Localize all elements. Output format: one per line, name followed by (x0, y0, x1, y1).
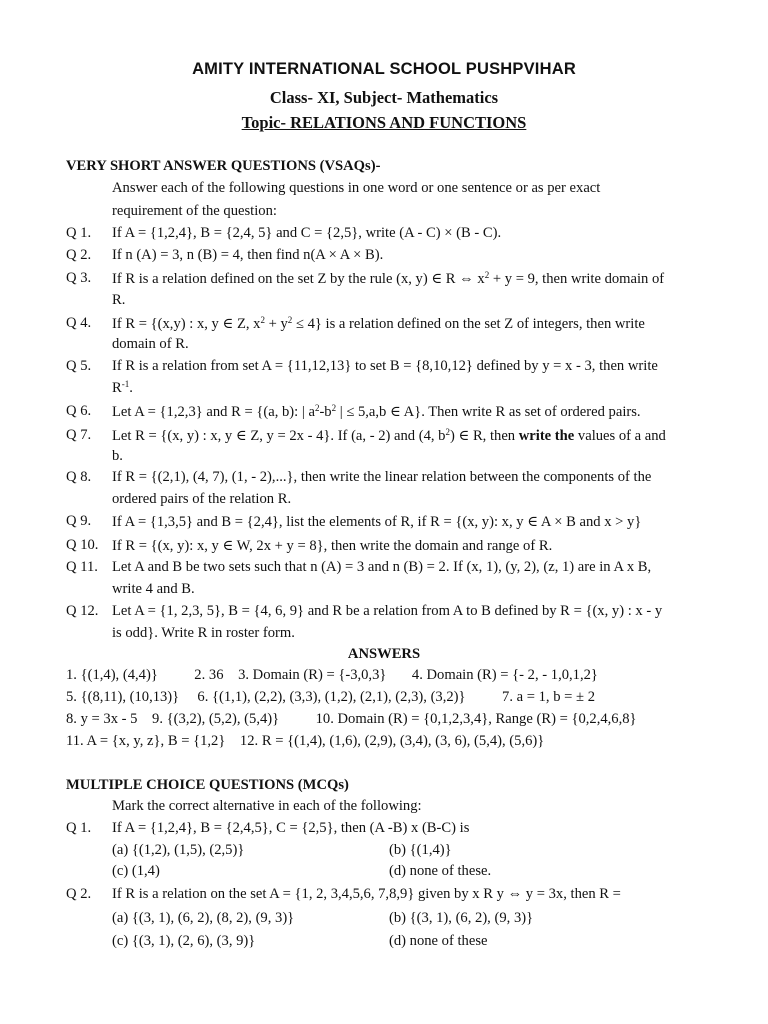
answers-heading: ANSWERS (347, 646, 421, 662)
question-number: Q 12. (66, 603, 99, 619)
vsaq-instruction: requirement of the question: (112, 203, 277, 219)
question-text: If A = {1,2,4}, B = {2,4,5}, C = {2,5}, then (A -B) x (B-C) is (112, 820, 470, 836)
vsaq-instruction: Answer each of the following questions in one word or one sentence or as per exact (112, 180, 601, 196)
question-text: is odd}. Write R in roster form. (112, 625, 295, 641)
option-a: (a) {(1,2), (1,5), (2,5)} (112, 842, 245, 858)
question-text: ordered pairs of the relation R. (112, 491, 292, 507)
question-text: write 4 and B. (112, 581, 195, 597)
mcq-instruction: Mark the correct alternative in each of the following: (112, 798, 422, 814)
question-text: If R is a relation on the set A = {1, 2, 3,4,5,6, 7,8,9} given by x R y ⇔ y = 3x, then R = (112, 886, 621, 902)
option-d: (d) none of these. (389, 863, 492, 879)
question-text: If R is a relation from set A = {11,12,13} to set B = {8,10,12} defined by y = x - 3, then write (112, 358, 658, 374)
question-text-part: . (129, 380, 133, 396)
question-text-part: R (112, 380, 122, 396)
bold-text: write the (518, 428, 575, 444)
question-number: Q 1. (66, 820, 92, 836)
superscript: -1 (121, 379, 130, 389)
question-number: Q 2. (66, 247, 92, 263)
question-text-part: ) ∈ R, then (449, 428, 519, 444)
question-text-part: + y (264, 316, 288, 332)
question-text (112, 427, 666, 445)
question-text: If A = {1,2,4}, B = {2,4, 5} and C = {2,5}, write (A - C) × (B - C). (112, 225, 502, 241)
question-text-part: If R = {(x,y) : x, y ∈ Z, x (112, 316, 261, 332)
option-b: (b) {(3, 1), (6, 2), (9, 3)} (389, 910, 534, 926)
question-number: Q 8. (66, 469, 92, 485)
question-text-part: + y = 9, then write domain of (489, 271, 665, 287)
vsaq-heading: VERY SHORT ANSWER QUESTIONS (VSAQs)- (66, 158, 381, 174)
question-number: Q 1. (66, 225, 92, 241)
class-subject: Class- XI, Subject- Mathematics (269, 88, 499, 107)
answer-line: 5. {(8,11), (10,13)} 6. {(1,1), (2,2), (3,3), (1,2), (2,1), (2,3), (3,2)} 7. a = 1, b = ± 2 (66, 689, 595, 705)
question-text: If n (A) = 3, n (B) = 4, then find n(A × A × B). (112, 247, 384, 263)
question-text (112, 403, 641, 421)
question-text: domain of R. (112, 336, 189, 352)
question-text-part: -b (319, 404, 332, 420)
question-number: Q 6. (66, 403, 92, 419)
answer-line: 11. A = {x, y, z}, B = {1,2} 12. R = {(1,4), (1,6), (2,9), (3,4), (3, 6), (5,4), (5,6)} (66, 733, 545, 749)
question-text: If R = {(x, y): x, y ∈ W, 2x + y = 8}, then write the domain and range of R. (112, 538, 553, 554)
option-c: (c) {(3, 1), (2, 6), (3, 9)} (112, 933, 256, 949)
question-number: Q 4. (66, 315, 92, 331)
question-number: Q 10. (66, 537, 99, 553)
topic-title: Topic- RELATIONS AND FUNCTIONS (241, 113, 527, 132)
question-text: Let A and B be two sets such that n (A) = 3 and n (B) = 2. If (x, 1), (y, 2), (z, 1) are in A x B, (112, 559, 652, 575)
question-text: R. (112, 292, 126, 308)
question-number: Q 7. (66, 427, 92, 443)
question-text (112, 270, 664, 288)
question-text-part: values of a and (574, 428, 666, 444)
question-number: Q 2. (66, 886, 92, 902)
question-number: Q 11. (66, 559, 98, 575)
question-text: b. (112, 448, 123, 464)
option-c: (c) (1,4) (112, 863, 160, 879)
question-number: Q 3. (66, 270, 92, 286)
superscript: 2 (331, 403, 337, 413)
question-text-part: If R is a relation defined on the set Z by the rule (x, y) ∈ R ⇔ x (112, 271, 485, 287)
question-text: Let A = {1, 2,3, 5}, B = {4, 6, 9} and R be a relation from A to B defined by R = {(x, y) : x - y (112, 603, 663, 619)
superscript: 2 (445, 427, 450, 437)
answer-line: 1. {(1,4), (4,4)} 2. 36 3. Domain (R) = {-3,0,3} 4. Domain (R) = {- 2, - 1,0,1,2} (66, 667, 598, 683)
option-d: (d) none of these (389, 933, 488, 949)
option-b: (b) {(1,4)} (389, 842, 452, 858)
question-number: Q 9. (66, 513, 92, 529)
answer-line: 8. y = 3x - 5 9. {(3,2), (5,2), (5,4)} 10. Domain (R) = {0,1,2,3,4}, Range (R) = {0,2,4,6,8} (66, 711, 637, 727)
superscript: 2 (484, 270, 490, 280)
superscript: 2 (287, 315, 293, 325)
question-text-part: | ≤ 5,a,b ∈ A}. Then write R as set of ordered pairs. (336, 404, 641, 420)
superscript: 2 (314, 403, 320, 413)
question-text-part: ≤ 4} is a relation defined on the set Z of integers, then write (292, 316, 645, 332)
mcq-heading: MULTIPLE CHOICE QUESTIONS (MCQs) (66, 777, 349, 793)
question-text (112, 380, 133, 397)
question-text-part: Let R = {(x, y) : x, y ∈ Z, y = 2x - 4}. If (a, - 2) and (4, b (112, 428, 446, 444)
school-name: AMITY INTERNATIONAL SCHOOL PUSHPVIHAR (192, 60, 576, 78)
question-number: Q 5. (66, 358, 92, 374)
question-text-part: Let A = {1,2,3} and R = {(a, b): | a (112, 404, 315, 420)
question-text (112, 315, 645, 333)
option-a: (a) {(3, 1), (6, 2), (8, 2), (9, 3)} (112, 910, 295, 926)
question-text: If A = {1,3,5} and B = {2,4}, list the elements of R, if R = {(x, y): x, y ∈ A × B and x > y} (112, 514, 642, 530)
question-text: If R = {(2,1), (4, 7), (1, - 2),...}, then write the linear relation between the components of the (112, 469, 652, 485)
superscript: 2 (260, 315, 265, 325)
